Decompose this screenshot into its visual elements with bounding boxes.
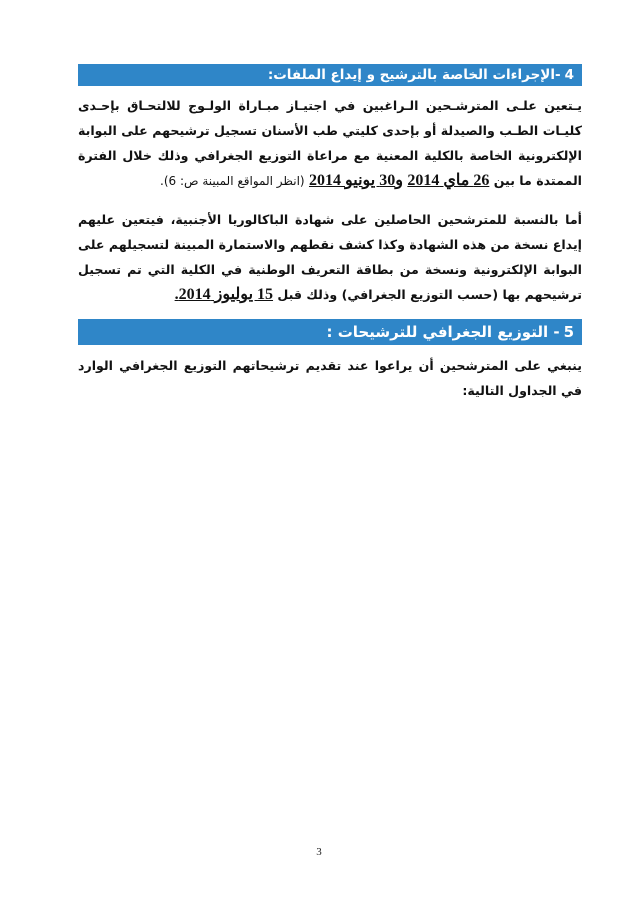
paragraph-2-text: أما بالنسبة للمترشحين الحاصلين على شهادة الباكالوريا الأجنبية، فيتعين عليهم إيداع نسخة من هذه الشهادة وكذا كشف نقطهم والاستمارة المبينة لتسجيلهم على البوابة الإلكترونية ونسخة من بطاقة التعريف الوطنية في الكلية التي تم تسجيل ترشيحهم بها (حسب التوزيع الجغرافي) وذلك قبل	[78, 212, 582, 302]
section-5-paragraph	[78, 353, 582, 403]
page-number: 3	[316, 846, 322, 858]
paragraph-1-text: يـتعين علـى المترشـحين الـراغبين في اجتيـاز مبـاراة الولـوج للالتحـاق بإحـدى كليـات الطـب والصيدلة أو بإحدى كليتي طب الأسنان تسجيل ترشيحهم على البوابة الإلكترونية الخاصة بالكلية المعنية مع مراعاة التوزيع الجغرافي وذلك خلال الفترة الممتدة ما بين	[78, 98, 582, 188]
paragraph-1-note: (انظر المواقع المبينة ص: 6).	[160, 174, 305, 188]
section-4-number: 4	[564, 67, 574, 83]
end-date: و30 يونيو 2014	[308, 172, 403, 189]
section-5-text: ينبغي على المترشحين أن يراعوا عند تقديم ترشيحاتهم التوزيع الجغرافي الوارد في الجداول التالية:	[78, 358, 582, 398]
section-5-title: - التوزيع الجغرافي للترشيحات :	[326, 323, 560, 341]
section-4-paragraph-1	[78, 93, 582, 194]
start-date: 26 ماي 2014	[407, 172, 490, 189]
section-4-title: -الإجراءات الخاصة بالترشيح و إيداع الملفات:	[267, 67, 561, 83]
section-4-paragraph-2	[78, 207, 582, 307]
section-5-number: 5	[563, 323, 574, 341]
section-5-heading	[78, 319, 582, 345]
deadline-date: 15 يوليوز 2014.	[174, 286, 274, 303]
section-4-heading	[78, 64, 582, 86]
